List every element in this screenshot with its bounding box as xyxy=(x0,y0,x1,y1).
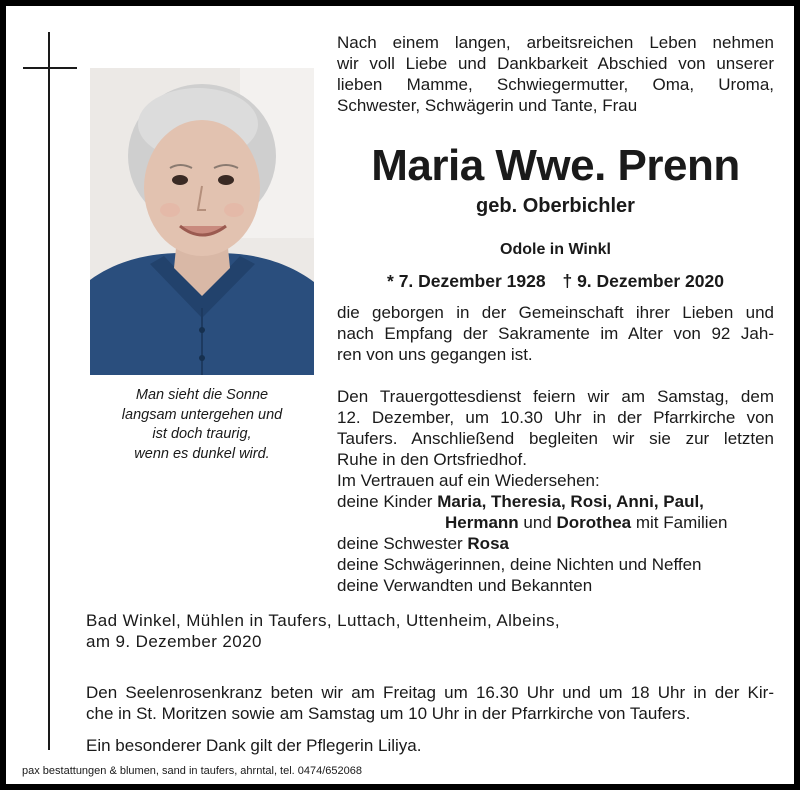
rosary-paragraph xyxy=(86,682,774,724)
children-suffix: mit Familien xyxy=(631,513,728,532)
farm-name: Odole in Winkl xyxy=(500,241,611,258)
paragraph-line: ren von uns gegangen ist. xyxy=(337,345,533,364)
mourners-intro: Im Vertrauen auf ein Wiedersehen: xyxy=(337,471,600,490)
child-name: Hermann xyxy=(445,513,519,532)
obituary-card xyxy=(6,6,794,784)
caption-line: langsam untergehen und xyxy=(121,406,283,423)
intro-text xyxy=(337,32,774,116)
photo-caption xyxy=(88,386,316,464)
places-line: Bad Winkel, Mühlen in Taufers, Luttach, Uttenheim, Albeins, xyxy=(86,611,561,630)
paragraph-line: 12. Dezember, um 10.30 Uhr in der Pfarrkirche von xyxy=(337,408,774,427)
intro-line: wir voll Liebe und Dankbarkeit Abschied von unserer xyxy=(337,54,774,73)
children-line xyxy=(337,491,774,512)
paragraph-line: die geborgen in der Gemeinschaft ihrer Lieben und xyxy=(337,303,774,322)
mourners-list xyxy=(337,470,774,596)
rosary-line: Den Seelenrosenkranz beten wir am Freitag um 16.30 Uhr und um 18 Uhr in der Kir- xyxy=(86,683,774,702)
rosary-line: che in St. Moritzen sowie am Samstag um 10 Uhr in der Pfarrkirche von Taufers. xyxy=(86,704,691,723)
child-name: Dorothea xyxy=(556,513,632,532)
intro-line: Schwester, Schwägerin und Tante, Frau xyxy=(337,96,638,115)
birth-date: * 7. Dezember 1928 xyxy=(387,271,546,291)
date-line: am 9. Dezember 2020 xyxy=(86,632,262,651)
sister-prefix: deine Schwester xyxy=(337,534,468,553)
portrait-photo xyxy=(90,68,314,375)
children-names: Maria, Theresia, Rosi, Anni, Paul, xyxy=(437,492,704,511)
funeral-home-footer: pax bestattungen & blumen, sand in taufers, ahrntal, tel. 0474/652068 xyxy=(22,765,363,777)
children-prefix: deine Kinder xyxy=(337,492,438,511)
sister-name: Rosa xyxy=(467,534,509,553)
cross-horizontal-bar xyxy=(23,67,77,69)
conjunction: und xyxy=(518,513,557,532)
paragraph-line: Ruhe in den Ortsfriedhof. xyxy=(337,450,527,469)
cross-vertical-bar xyxy=(48,32,50,750)
relatives-line: deine Verwandten und Bekannten xyxy=(337,576,593,595)
sister-line xyxy=(337,533,774,554)
intro-line: lieben Mamme, Schwiegermutter, Oma, Uroma, xyxy=(337,75,774,94)
maiden-name: geb. Oberbichler xyxy=(476,195,635,217)
paragraph-line: nach Empfang der Sakramente im Alter von 92 Jah- xyxy=(337,324,774,343)
passing-paragraph xyxy=(337,302,774,365)
thanks-line: Ein besonderer Dank gilt der Pflegerin Liliya. xyxy=(86,736,422,755)
intro-line: Nach einem langen, arbeitsreichen Leben nehmen xyxy=(337,33,774,52)
deceased-name: Maria Wwe. Prenn xyxy=(371,141,740,190)
caption-line: Man sieht die Sonne xyxy=(135,387,269,403)
life-dates xyxy=(337,270,774,292)
caption-line: wenn es dunkel wird. xyxy=(134,445,270,462)
funeral-paragraph xyxy=(337,386,774,470)
death-date: † 9. Dezember 2020 xyxy=(562,271,724,291)
paragraph-line: Taufers. Anschließend begleiten wir sie zur letzten xyxy=(337,429,774,448)
paragraph-line: Den Trauergottesdienst feiern wir am Samstag, dem xyxy=(337,387,774,406)
caption-line: ist doch traurig, xyxy=(152,426,252,442)
in-laws-line: deine Schwägerinnen, deine Nichten und Neffen xyxy=(337,555,702,574)
places-and-date xyxy=(86,610,702,652)
children-line-continued xyxy=(337,512,774,533)
